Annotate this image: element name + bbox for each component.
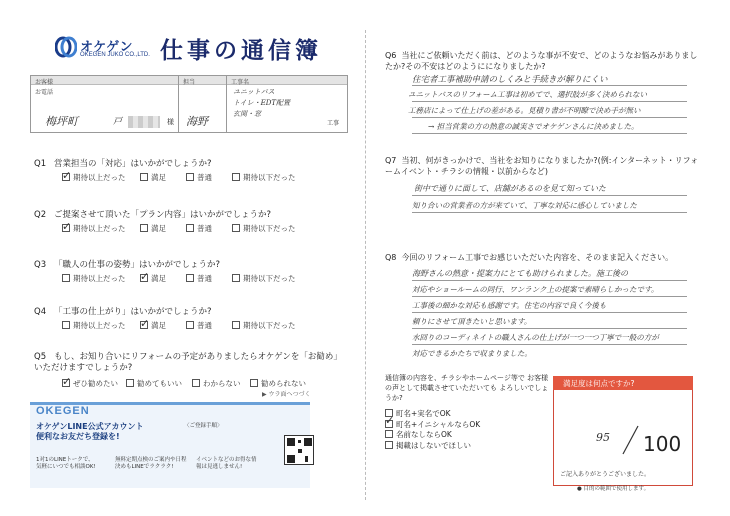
question-q6: Q6 当社にご依頼いただく前は、どのような事が不安で、どのようなお悩みがありましたか?その不安はどのようにになりましたか? bbox=[385, 51, 698, 71]
staff-cell bbox=[179, 76, 227, 132]
customer-name-label: お客様 bbox=[35, 79, 54, 86]
q4-option-1[interactable]: 期待以上だった bbox=[62, 320, 126, 331]
work-suffix: 工事 bbox=[327, 120, 340, 127]
q2-option-4[interactable]: 期待以下だった bbox=[232, 223, 296, 234]
q6-answer-2: ユニットバスのリフォーム工事は初めてで、選択肢が多く決められない bbox=[408, 90, 648, 99]
thanks-text: ご記入ありがとうございました。 bbox=[560, 471, 651, 478]
consent-option-4[interactable]: 掲載はしないでほしい bbox=[385, 441, 550, 452]
q2-option-1[interactable]: ✓期待以上だった bbox=[62, 223, 126, 234]
q3-option-1[interactable]: 期待以上だった bbox=[62, 273, 126, 284]
q6-answer-4: → 担当営業の方の熱意の誠実さでオケゲンさんに決めました。 bbox=[428, 122, 639, 131]
question-q8: Q8 今回のリフォーム工事でお感じいただいた内容を、そのまま記入ください。 bbox=[385, 253, 674, 262]
banner-brand: OKEGEN bbox=[36, 405, 90, 417]
score-max: 100 bbox=[643, 432, 682, 456]
score-label: 満足度は何点ですか? bbox=[553, 376, 693, 390]
q4-option-4[interactable]: 期待以下だった bbox=[232, 320, 296, 331]
q1-option-2[interactable]: 満足 bbox=[140, 172, 166, 183]
q8-answer-3: 工事後の細かな対応も感謝です。住宅の内容で良く今後も bbox=[412, 301, 607, 310]
question-q3: Q3 「職人の仕事の姿勢」はいかがでしょうか? bbox=[34, 260, 221, 270]
q3-option-4[interactable]: 期待以下だった bbox=[232, 273, 296, 284]
q8-answer-2: 対応やショールームの同行、ワンランク上の提案で素晴らしかったです。 bbox=[412, 285, 659, 294]
line-qr-code-icon[interactable] bbox=[284, 435, 314, 465]
checkbox-icon[interactable] bbox=[186, 321, 194, 329]
logo-text: オケゲン bbox=[80, 39, 133, 54]
checkbox-icon[interactable] bbox=[186, 173, 194, 181]
q8-answer-1: 海野さんの熱意・提案力にとても助けられました。施工後の bbox=[412, 269, 628, 278]
checkbox-checked-icon[interactable] bbox=[140, 274, 148, 282]
work-item-3: 玄関・窓 bbox=[233, 110, 261, 118]
column-divider bbox=[365, 30, 366, 500]
banner-step-3: イベントなどのお得な情報は見逃しません! bbox=[196, 457, 257, 470]
checkbox-icon[interactable] bbox=[385, 430, 393, 438]
q1-option-1[interactable]: ✓期待以上だった bbox=[62, 172, 126, 183]
question-q5: Q5 もし、お知り合いにリフォームの予定がありましたらオケゲンを「お勧め」いただけますでしょうか? bbox=[34, 352, 342, 373]
q8-answer-4: 頼りにさせて頂きたいと思います。 bbox=[412, 317, 532, 326]
customer-info-box bbox=[30, 75, 348, 133]
checkbox-icon[interactable] bbox=[126, 379, 134, 387]
q7-answer-2: 知り合いの営業者の方が来ていて、丁寧な対応に感心していました bbox=[412, 201, 637, 210]
q6-answer-1: 住宅者工事補助申請のしくみと手続きが解りにくい bbox=[412, 75, 608, 85]
q7-answer-1: 街中で通りに面して、店舗があるのを見て知っていた bbox=[414, 184, 606, 193]
staff-hw: 海野 bbox=[186, 115, 208, 128]
work-cell bbox=[227, 76, 347, 132]
checkbox-checked-icon[interactable] bbox=[62, 224, 70, 232]
banner-title-2: 便利なお友だち登録を! bbox=[36, 432, 120, 441]
consent-option-3[interactable]: 名前なしならOK bbox=[385, 430, 550, 441]
checkbox-icon[interactable] bbox=[232, 321, 240, 329]
checkbox-icon[interactable] bbox=[186, 274, 194, 282]
checkbox-icon[interactable] bbox=[62, 321, 70, 329]
consent-option-1[interactable]: 町名+実名でOK bbox=[385, 409, 550, 420]
banner-register: 〈ご登録手順〉 bbox=[184, 423, 223, 429]
checkbox-checked-icon[interactable] bbox=[140, 321, 148, 329]
customer-sama: 様 bbox=[167, 118, 174, 126]
customer-tel-label: お電話 bbox=[35, 89, 54, 96]
work-label: 工事名 bbox=[231, 79, 250, 86]
checkbox-checked-icon[interactable] bbox=[62, 173, 70, 181]
q8-answer-6: 対応できるかたちで収まりました。 bbox=[412, 349, 532, 358]
redacted-mosaic bbox=[128, 116, 160, 128]
q5-option-1[interactable]: ✓ぜひ勧めたい bbox=[62, 378, 118, 389]
question-q2: Q2 ご提案させて頂いた「プラン内容」はいかがでしょうか? bbox=[34, 210, 272, 220]
q2-option-3[interactable]: 普通 bbox=[186, 223, 212, 234]
q4-option-3[interactable]: 普通 bbox=[186, 320, 212, 331]
checkbox-icon[interactable] bbox=[232, 173, 240, 181]
checkbox-icon[interactable] bbox=[140, 173, 148, 181]
consent-option-2[interactable]: ✓町名+イニシャルならOK bbox=[385, 420, 550, 431]
work-item-2: トイレ・EDT配置 bbox=[233, 99, 291, 107]
question-q7: Q7 当初、何がきっかけで、当社をお知りになりましたか?(例:インターネット・リフォームイベント・チラシの情報・以前からなど) bbox=[385, 156, 699, 176]
q5-option-3[interactable]: わからない bbox=[192, 378, 241, 389]
q6-answer-3: 工務店によって仕上げの差がある。見積り書が不明瞭で決め手が無い bbox=[408, 106, 641, 115]
q4-option-2[interactable]: ✓ 満足 bbox=[140, 320, 166, 331]
checkbox-icon[interactable] bbox=[140, 224, 148, 232]
q5-option-4[interactable]: 勧められない bbox=[250, 378, 306, 389]
checkbox-icon[interactable] bbox=[232, 274, 240, 282]
question-q1: Q1 営業担当の「対応」はいかがでしょうか? bbox=[34, 159, 212, 169]
score-handwritten[interactable]: 95 bbox=[596, 431, 610, 444]
banner-step-2: 無料定期点検のご案内や日程決めもLINEでラクラク! bbox=[115, 457, 187, 470]
question-q4: Q4 「工事の仕上がり」はいかがでしょうか? bbox=[34, 307, 212, 317]
q8-answer-5: 水回りのコーディネイトの職人さんの仕上げが一つ一つ丁寧で一般の方が bbox=[412, 333, 659, 342]
publication-consent bbox=[385, 373, 550, 451]
banner-title-1: オケゲンLINE公式アカウント bbox=[36, 422, 144, 431]
q1-option-3[interactable]: 普通 bbox=[186, 172, 212, 183]
logo-subtext: OKEGEN JUKO CO.,LTD. bbox=[80, 52, 150, 58]
checkbox-checked-icon[interactable] bbox=[385, 420, 393, 428]
checkbox-icon[interactable] bbox=[186, 224, 194, 232]
banner-step-1: 1对1のLINEトークで、気軽にいつでも相談OK! bbox=[36, 457, 96, 470]
q2-option-2[interactable]: 満足 bbox=[140, 223, 166, 234]
q3-option-3[interactable]: 普通 bbox=[186, 273, 212, 284]
checkbox-icon[interactable] bbox=[62, 274, 70, 282]
continue-note: ▶ ウラ面へつづく bbox=[262, 391, 311, 398]
customer-name-suffix-hw: 戸 bbox=[113, 117, 123, 127]
checkbox-icon[interactable] bbox=[232, 224, 240, 232]
checkbox-icon[interactable] bbox=[250, 379, 258, 387]
consent-question: 通信簿の内容を、チラシやホームページ等で お客様の声として掲載させていただいても よろしいでしょうか? bbox=[385, 374, 549, 402]
slash-mark bbox=[620, 424, 640, 456]
q1-option-4[interactable]: 期待以下だった bbox=[232, 172, 296, 183]
checkbox-icon[interactable] bbox=[192, 379, 200, 387]
staff-label: 担当 bbox=[183, 79, 196, 86]
q5-option-2[interactable]: 勧めてもいい bbox=[126, 378, 182, 389]
checkbox-checked-icon[interactable] bbox=[62, 379, 70, 387]
customer-name-hw: 梅坪町 bbox=[45, 115, 78, 128]
work-item-1: ユニットバス bbox=[233, 88, 275, 96]
page-title: 仕事の通信簿 bbox=[160, 38, 322, 64]
q3-option-2[interactable]: ✓ 満足 bbox=[140, 273, 166, 284]
footnote-text: ● 目的の範囲で使用します。 bbox=[577, 486, 650, 492]
checkbox-icon[interactable] bbox=[385, 441, 393, 449]
okegen-logo-icon bbox=[55, 36, 77, 58]
